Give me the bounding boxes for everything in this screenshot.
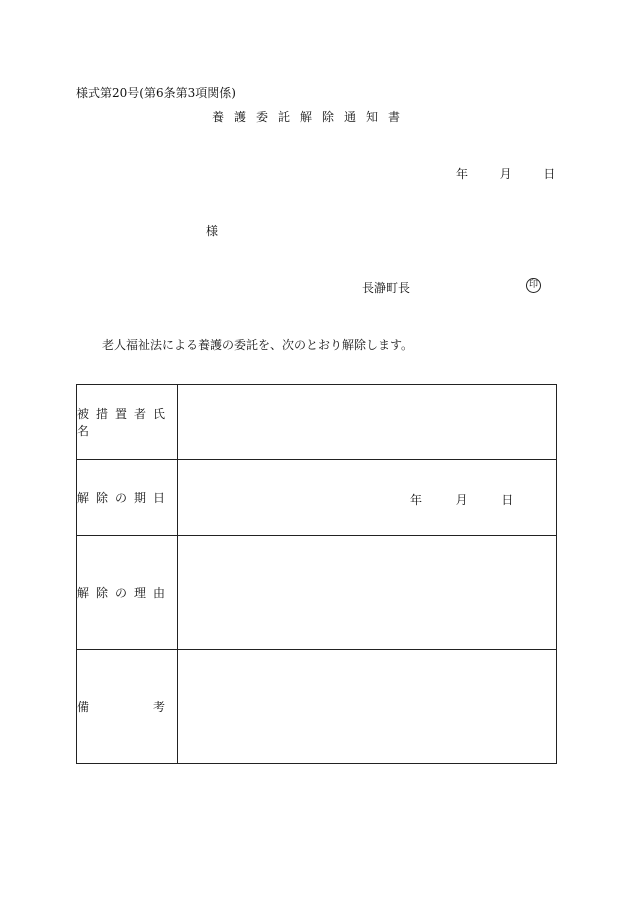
- row-label-insured-name: 被措置者氏名: [77, 385, 178, 460]
- release-date-field[interactable]: [178, 460, 557, 536]
- remarks-field[interactable]: [178, 650, 557, 764]
- row-label-release-reason: 解除の理由: [77, 536, 178, 650]
- release-date-placeholder: [410, 491, 513, 508]
- issue-date-year: 年: [456, 167, 469, 181]
- table-row: [77, 536, 557, 650]
- issuer-name: 長瀞町長: [362, 281, 411, 295]
- release-date-year: 年: [410, 493, 423, 507]
- table-row: [77, 385, 557, 460]
- table-row: [77, 650, 557, 764]
- notice-form-table: [76, 384, 557, 764]
- insured-name-field[interactable]: [178, 385, 557, 460]
- issue-date-day: 日: [543, 167, 556, 181]
- form-number: 様式第20号(第6条第3項関係): [76, 86, 236, 100]
- issue-date-line: [456, 165, 555, 182]
- remarks-label-last: 考: [152, 700, 165, 714]
- body-text: 老人福祉法による養護の委託を、次のとおり解除します。: [102, 338, 414, 352]
- table-row: [77, 460, 557, 536]
- release-reason-field[interactable]: [178, 536, 557, 650]
- row-label-release-date: 解除の期日: [77, 460, 178, 536]
- remarks-label-first: 備: [77, 700, 90, 714]
- release-date-month: 月: [455, 493, 468, 507]
- release-date-day: 日: [501, 493, 514, 507]
- row-label-remarks: [77, 650, 178, 764]
- recipient-honorific: 様: [206, 224, 219, 238]
- seal-mark: 印: [526, 278, 541, 293]
- issue-date-month: 月: [499, 167, 512, 181]
- page-title: 養護委託解除通知書: [212, 110, 411, 124]
